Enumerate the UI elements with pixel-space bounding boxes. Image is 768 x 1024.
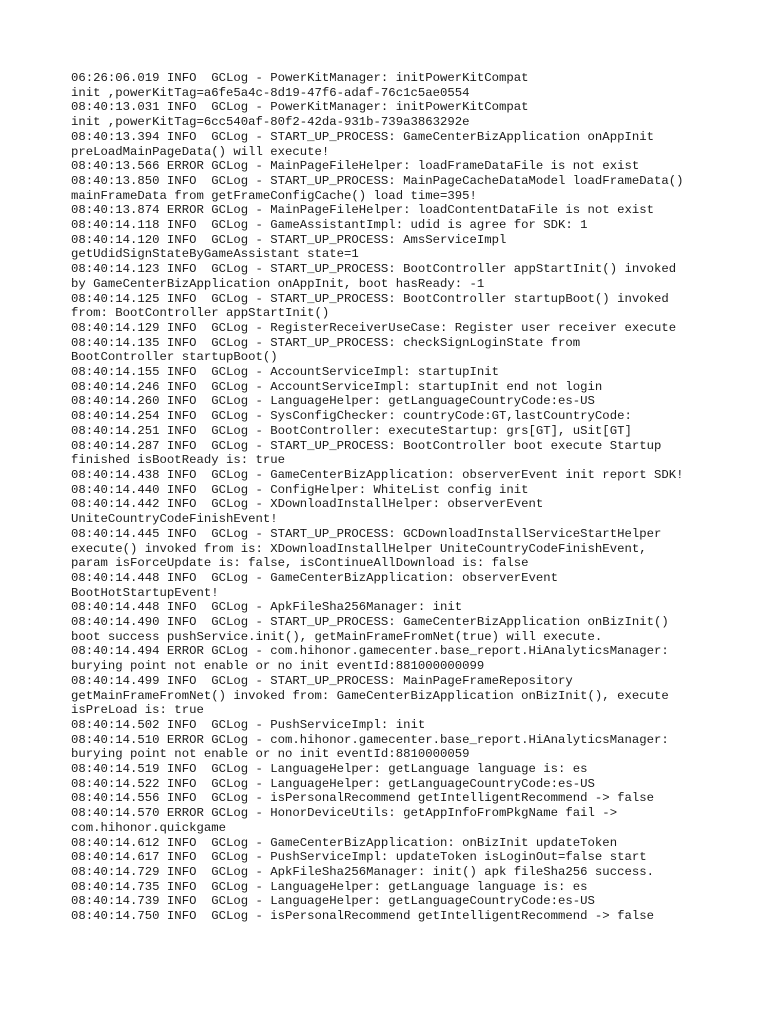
log-line: 08:40:14.510 ERROR GCLog - com.hihonor.gamecenter.base_report.HiAnalyticsManager: bbox=[71, 732, 669, 747]
log-line: 08:40:14.519 INFO GCLog - LanguageHelper: getLanguage language is: es bbox=[71, 762, 588, 777]
log-line: BootController startupBoot() bbox=[71, 350, 278, 365]
log-line: 08:40:14.120 INFO GCLog - START_UP_PROCESS: AmsServiceImpl bbox=[71, 232, 507, 247]
log-line: 08:40:14.155 INFO GCLog - AccountServiceImpl: startupInit bbox=[71, 365, 500, 380]
log-line: 08:40:14.735 INFO GCLog - LanguageHelper: getLanguage language is: es bbox=[71, 879, 588, 894]
log-line: isPreLoad is: true bbox=[71, 703, 204, 718]
log-line: 08:40:14.287 INFO GCLog - START_UP_PROCESS: BootController boot execute Startup bbox=[71, 438, 662, 453]
log-line: 06:26:06.019 INFO GCLog - PowerKitManager: initPowerKitCompat bbox=[71, 71, 529, 85]
log-line: 08:40:14.556 INFO GCLog - isPersonalRecommend getIntelligentRecommend -> false bbox=[71, 791, 654, 806]
log-line: param isForceUpdate is: false, isContinueAllDownload is: false bbox=[71, 556, 529, 571]
log-line: 08:40:13.850 INFO GCLog - START_UP_PROCESS: MainPageCacheDataModel loadFrameData() bbox=[71, 173, 684, 188]
log-document bbox=[71, 71, 751, 924]
log-line: 08:40:14.499 INFO GCLog - START_UP_PROCESS: MainPageFrameRepository bbox=[71, 673, 573, 688]
log-line: 08:40:14.254 INFO GCLog - SysConfigChecker: countryCode:GT,lastCountryCode: bbox=[71, 409, 632, 424]
log-line: com.hihonor.quickgame bbox=[71, 820, 226, 835]
log-line: 08:40:14.246 INFO GCLog - AccountServiceImpl: startupInit end not login bbox=[71, 379, 603, 394]
log-line: UniteCountryCodeFinishEvent! bbox=[71, 512, 278, 527]
log-line: 08:40:13.031 INFO GCLog - PowerKitManager: initPowerKitCompat bbox=[71, 100, 529, 115]
log-line: 08:40:14.125 INFO GCLog - START_UP_PROCESS: BootController startupBoot() invoked bbox=[71, 291, 669, 306]
log-line: 08:40:14.502 INFO GCLog - PushServiceImpl: init bbox=[71, 717, 426, 732]
log-line: burying point not enable or no init eventId:881000000099 bbox=[71, 659, 485, 674]
log-line: 08:40:14.522 INFO GCLog - LanguageHelper: getLanguageCountryCode:es-US bbox=[71, 776, 595, 791]
log-line: preLoadMainPageData() will execute! bbox=[71, 144, 330, 159]
log-line: 08:40:14.612 INFO GCLog - GameCenterBizApplication: onBizInit updateToken bbox=[71, 835, 618, 850]
log-line: 08:40:14.123 INFO GCLog - START_UP_PROCESS: BootController appStartInit() invoked bbox=[71, 262, 677, 277]
log-line: 08:40:14.118 INFO GCLog - GameAssistantImpl: udid is agree for SDK: 1 bbox=[71, 218, 588, 233]
log-line: burying point not enable or no init eventId:8810000059 bbox=[71, 747, 470, 762]
log-line: 08:40:14.617 INFO GCLog - PushServiceImpl: updateToken isLoginOut=false start bbox=[71, 850, 647, 865]
log-line: 08:40:14.442 INFO GCLog - XDownloadInstallHelper: observerEvent bbox=[71, 497, 544, 512]
log-line: 08:40:13.394 INFO GCLog - START_UP_PROCESS: GameCenterBizApplication onAppInit bbox=[71, 129, 654, 144]
log-line: mainFrameData from getFrameConfigCache() load time=395! bbox=[71, 188, 477, 203]
log-line: init ,powerKitTag=a6fe5a4c-8d19-47f6-adaf-76c1c5ae0554 bbox=[71, 85, 470, 100]
log-line: 08:40:14.438 INFO GCLog - GameCenterBizApplication: observerEvent init report SDK! bbox=[71, 467, 684, 482]
log-line: init ,powerKitTag=6cc540af-80f2-42da-931b-739a3863292e bbox=[71, 115, 470, 130]
log-line: 08:40:14.729 INFO GCLog - ApkFileSha256Manager: init() apk fileSha256 success. bbox=[71, 864, 654, 879]
log-line: boot success pushService.init(), getMainFrameFromNet(true) will execute. bbox=[71, 629, 603, 644]
log-line: getUdidSignStateByGameAssistant state=1 bbox=[71, 247, 359, 262]
log-line: by GameCenterBizApplication onAppInit, boot hasReady: -1 bbox=[71, 276, 485, 291]
log-line: BootHotStartupEvent! bbox=[71, 585, 219, 600]
log-line: 08:40:14.494 ERROR GCLog - com.hihonor.gamecenter.base_report.HiAnalyticsManager: bbox=[71, 644, 669, 659]
log-line: 08:40:14.490 INFO GCLog - START_UP_PROCESS: GameCenterBizApplication onBizInit() bbox=[71, 615, 669, 630]
log-line: execute() invoked from is: XDownloadInstallHelper UniteCountryCodeFinishEvent, bbox=[71, 541, 647, 556]
log-line: 08:40:14.445 INFO GCLog - START_UP_PROCESS: GCDownloadInstallServiceStartHelper bbox=[71, 526, 662, 541]
log-line: 08:40:14.135 INFO GCLog - START_UP_PROCESS: checkSignLoginState from bbox=[71, 335, 581, 350]
log-line: 08:40:14.260 INFO GCLog - LanguageHelper: getLanguageCountryCode:es-US bbox=[71, 394, 595, 409]
log-line: 08:40:14.251 INFO GCLog - BootController: executeStartup: grs[GT], uSit[GT] bbox=[71, 423, 632, 438]
log-line: finished isBootReady is: true bbox=[71, 453, 286, 468]
log-line: 08:40:14.570 ERROR GCLog - HonorDeviceUtils: getAppInfoFromPkgName fail -> bbox=[71, 806, 618, 821]
log-line: 08:40:14.448 INFO GCLog - GameCenterBizApplication: observerEvent bbox=[71, 570, 559, 585]
log-line: 08:40:14.129 INFO GCLog - RegisterReceiverUseCase: Register user receiver execute bbox=[71, 320, 677, 335]
log-line: 08:40:14.448 INFO GCLog - ApkFileSha256Manager: init bbox=[71, 600, 463, 615]
log-line: from: BootController appStartInit() bbox=[71, 306, 330, 321]
log-line: getMainFrameFromNet() invoked from: GameCenterBizApplication onBizInit(), execute bbox=[71, 688, 669, 703]
log-line: 08:40:13.874 ERROR GCLog - MainPageFileHelper: loadContentDataFile is not exist bbox=[71, 203, 654, 218]
log-line: 08:40:14.440 INFO GCLog - ConfigHelper: WhiteList config init bbox=[71, 482, 529, 497]
log-line: 08:40:13.566 ERROR GCLog - MainPageFileHelper: loadFrameDataFile is not exist bbox=[71, 159, 640, 174]
log-line: 08:40:14.739 INFO GCLog - LanguageHelper: getLanguageCountryCode:es-US bbox=[71, 894, 595, 909]
log-line: 08:40:14.750 INFO GCLog - isPersonalRecommend getIntelligentRecommend -> false bbox=[71, 909, 654, 924]
